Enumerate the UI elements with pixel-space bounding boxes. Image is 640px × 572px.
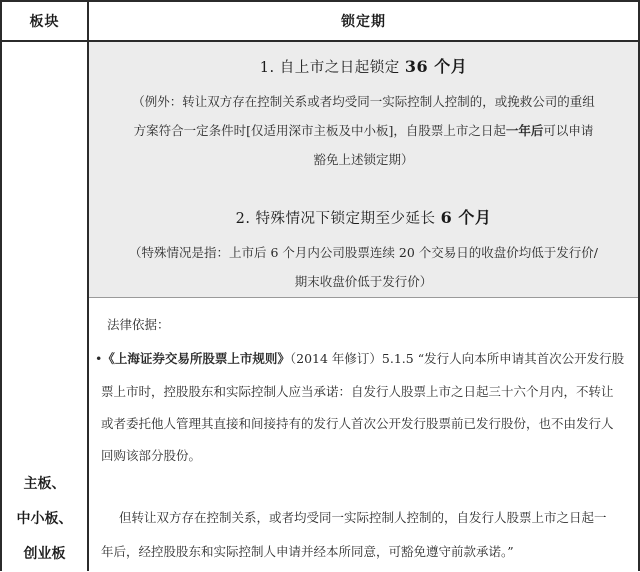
rule-2-text: 2. 特殊情况下锁定期至少延长: [235, 211, 441, 227]
header-board: [2, 2, 87, 40]
header-lockup-label: 锁定期: [341, 14, 386, 30]
exception-line-2-emph: 一年后: [505, 123, 544, 138]
legal-line-5: 但转让双方存在控制关系，或者均受同一实际控制人控制的，自发行人股票上市之日起一: [119, 510, 607, 525]
rule-1-emph: 36 个月: [404, 57, 468, 76]
exception-line-3: 豁免上述锁定期）: [313, 152, 414, 167]
exception-line-2: [99, 116, 628, 145]
legal-line-6: 年后，经控股股东和实际控制人申请并经本所同意，可豁免遵守前款承诺。”: [101, 544, 514, 559]
legal-line-1: [95, 349, 624, 367]
rule-1: [89, 54, 638, 77]
board-cell: [2, 42, 87, 571]
board-line-gem: 创业板: [23, 546, 66, 562]
exception-note: [99, 87, 628, 174]
rule-2: [89, 205, 638, 228]
exception-line-2-post: 可以申请: [543, 123, 594, 138]
exception-line-1: （例外：转让双方存在控制关系或者均受同一实际控制人控制的，或挽救公司的重组: [132, 94, 595, 109]
rule-2-emph: 6 个月: [440, 208, 492, 227]
legal-line-4: 回购该部分股份。: [101, 448, 202, 463]
board-labels: [2, 467, 87, 572]
lockup-rules: [89, 42, 638, 297]
legal-rule-title: 《上海证券交易所股票上市规则》: [102, 351, 290, 366]
special-note: [99, 238, 628, 296]
special-line-2: 期末收盘价低于发行价）: [294, 274, 433, 289]
rule-1-text: 1. 自上市之日起锁定: [259, 60, 405, 76]
board-line-main: 主板、: [23, 476, 66, 492]
special-line-1: （特殊情况是指：上市后 6 个月内公司股票连续 20 个交易日的收盘价均低于发行价/: [129, 245, 598, 260]
exception-line-2-pre: 方案符合一定条件时[仅适用深市主板及中小板]，自股票上市之日起: [133, 123, 506, 138]
header-board-label: 板块: [29, 14, 60, 30]
legal-line-1-rest: （2014 年修订）5.1.5 “发行人向本所申请其首次公开发行股: [289, 351, 625, 366]
header-lockup: [89, 2, 638, 40]
legal-heading: 法律依据：: [107, 317, 170, 332]
legal-line-2: 票上市时，控股股东和实际控制人应当承诺：自发行人股票上市之日起三十六个月内，不转让: [101, 384, 614, 399]
legal-basis: [89, 298, 638, 571]
legal-bullet: •: [95, 351, 103, 366]
legal-line-3: 或者委托他人管理其直接和间接持有的发行人首次公开发行股票前已发行股份，也不由发行人: [101, 416, 614, 431]
board-line-sme: 中小板、: [16, 511, 73, 527]
